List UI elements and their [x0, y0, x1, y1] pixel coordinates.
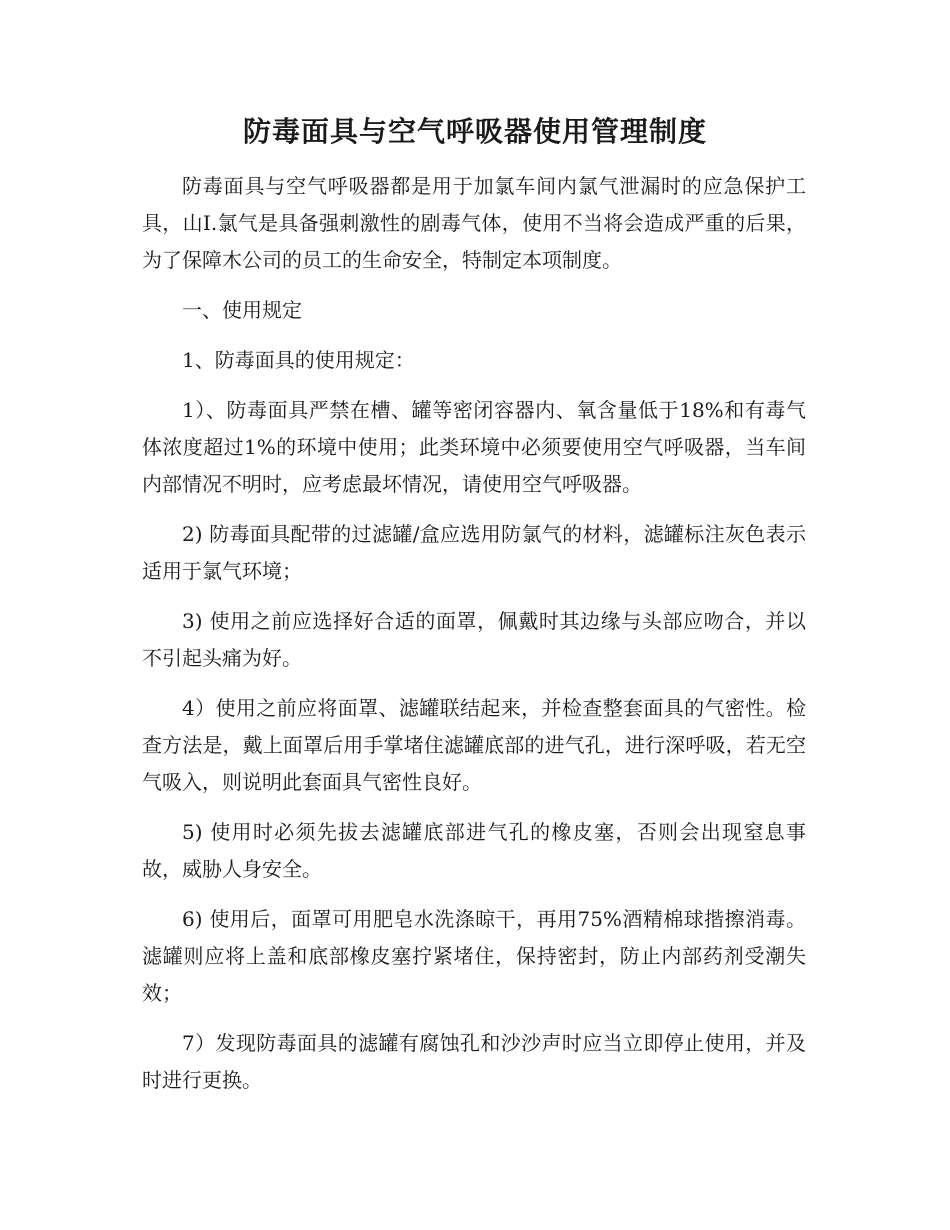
- rule-paragraph-2: 2) 防毒面具配带的过滤罐/盒应选用防氯气的材料，滤罐标注灰色表示适用于氯气环境；: [142, 522, 806, 583]
- document-title: 防毒面具与空气呼吸器使用管理制度: [242, 115, 707, 148]
- rule-paragraph-1: 1）、防毒面具严禁在槽、罐等密闭容器内、氧含量低于18%和有毒气体浓度超过1%的环境中使用；此类环境中必须要使用空气呼吸器，当车间内部情况不明时，应考虑最坏情况，请使用空气呼吸器。: [142, 398, 806, 496]
- rule-paragraph-5: 5) 使用时必须先拔去滤罐底部进气孔的橡皮塞，否则会出现窒息事故，威胁人身安全。: [142, 820, 806, 881]
- rule-paragraph-4: 4）使用之前应将面罩、滤罐联结起来，并检查整套面具的气密性。检查方法是，戴上面罩后用手掌堵住滤罐底部的进气孔，进行深呼吸，若无空气吸入，则说明此套面具气密性良好。: [142, 696, 806, 794]
- intro-paragraph: 防毒面具与空气呼吸器都是用于加氯车间内氯气泄漏时的应急保护工具，山I.氯气是具备强刺激性的剧毒气体，使用不当将会造成严重的后果，为了保障木公司的员工的生命安全，特制定本项制度。: [142, 174, 806, 272]
- section-heading: 一、使用规定: [182, 298, 302, 322]
- rule-paragraph-7: 7）发现防毒面具的滤罐有腐蚀孔和沙沙声时应当立即停止使用，并及时进行更换。: [142, 1031, 806, 1092]
- document-body: [142, 168, 806, 1112]
- rule-paragraph-3: 3) 使用之前应选择好合适的面罩，佩戴时其边缘与头部应吻合，并以不引起头痛为好。: [142, 609, 806, 670]
- rule-paragraph-6: 6) 使用后，面罩可用肥皂水洗涤晾干，再用75%酒精棉球揩擦消毒。滤罐则应将上盖和底部橡皮塞拧紧堵住，保持密封，防止内部药剂受潮失效；: [142, 907, 806, 1005]
- subsection-heading: 1、防毒面具的使用规定：: [182, 348, 415, 372]
